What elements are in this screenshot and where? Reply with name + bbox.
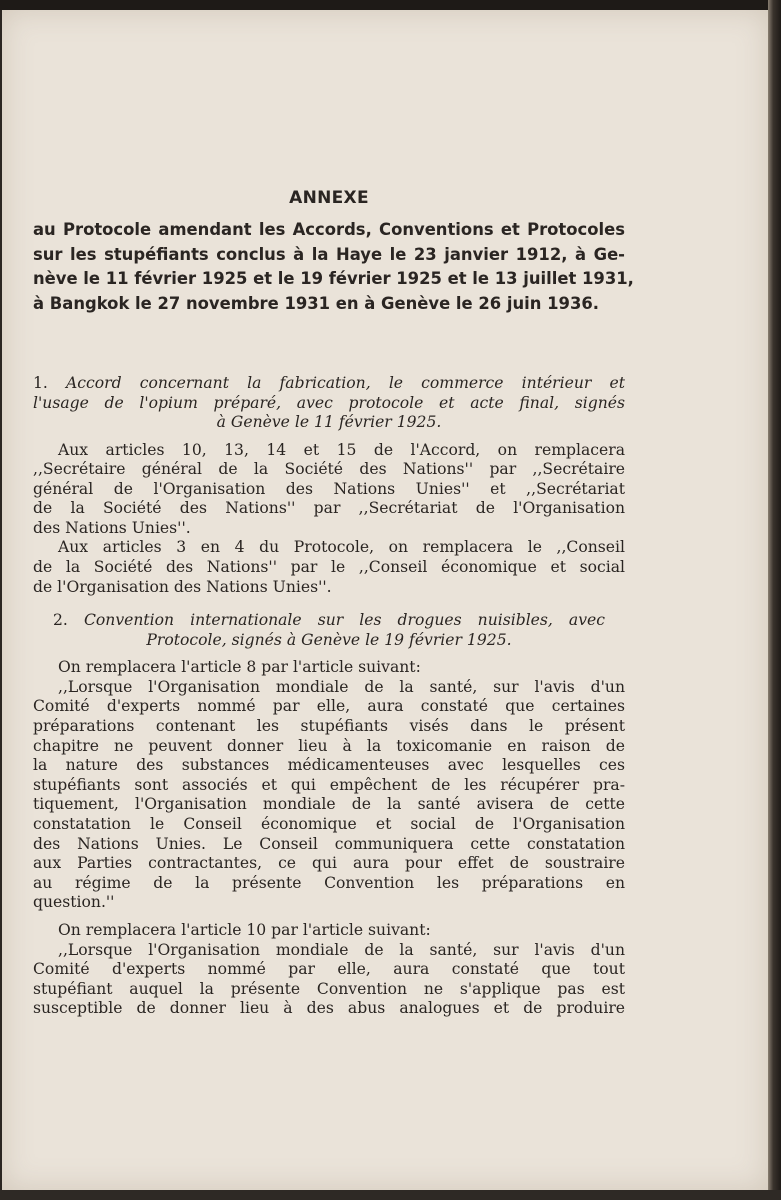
- paragraph-line: chapitre ne peuvent donner lieu à la toxicomanie en raison de: [33, 736, 625, 755]
- section-1-number: 1.: [33, 374, 48, 392]
- paragraph-line: stupéfiant auquel la présente Convention ne s'applique pas est: [33, 979, 625, 998]
- paragraph-line: ,,Lorsque l'Organisation mondiale de la santé, sur l'avis d'un: [58, 940, 625, 959]
- paragraph-line: au régime de la présente Convention les préparations en: [33, 873, 625, 892]
- paragraph-line: stupéfiants sont associés et qui empêchent de les récupérer pra-: [33, 775, 625, 794]
- scan-top-edge: [0, 0, 781, 10]
- paragraph-line: ,,Lorsque l'Organisation mondiale de la santé, sur l'avis d'un: [58, 677, 625, 696]
- section-2-heading: [33, 611, 625, 650]
- paragraph-line: préparations contenant les stupéfiants visés dans le présent: [33, 717, 625, 736]
- section-1: [33, 374, 625, 597]
- section-1-paragraph-1: [33, 441, 625, 539]
- subtitle-line: à Bangkok le 27 novembre 1931 en à Genève le 26 juin 1936.: [33, 293, 599, 313]
- paragraph-line: question.'': [33, 893, 115, 912]
- paragraph-line: de la Société des Nations'' par ,,Secrétariat de l'Organisation: [33, 499, 625, 518]
- heading-text: Accord concernant la fabrication, le commerce intérieur et: [66, 374, 625, 392]
- section-1-paragraph-2: [33, 538, 625, 597]
- section-2-number: 2.: [53, 611, 68, 630]
- paragraph-line: aux Parties contractantes, ce qui aura pour effet de soustraire: [33, 854, 625, 873]
- section-1-heading-line-3: à Genève le 11 février 1925.: [216, 413, 442, 431]
- annex-subtitle: [33, 218, 634, 316]
- section-2-heading-line-1: [53, 611, 605, 631]
- section-2-quote-1: [33, 678, 625, 913]
- paragraph-line: On remplacera l'article 10 par l'article suivant:: [58, 920, 431, 939]
- scan-bottom-edge: [0, 1190, 781, 1200]
- section-1-heading: [33, 374, 625, 433]
- paragraph-line: constatation le Conseil économique et social de l'Organisation: [33, 815, 625, 833]
- paragraph-line: de la Société des Nations'' par le ,,Conseil économique et social: [33, 558, 625, 577]
- section-2: [33, 611, 625, 1019]
- spacer: [33, 913, 625, 921]
- document-content: [33, 188, 634, 1019]
- scan-right-edge: [768, 0, 781, 1200]
- paragraph-line: Aux articles 3 en 4 du Protocole, on remplacera le ,,Conseil: [58, 538, 625, 557]
- paragraph-line: On remplacera l'article 8 par l'article suivant:: [58, 658, 421, 677]
- paragraph-line: Comité d'experts nommé par elle, aura constaté que tout: [33, 960, 625, 979]
- subtitle-line: sur les stupéfiants conclus à la Haye le 23 janvier 1912, à Ge-: [33, 244, 625, 264]
- section-1-heading-line-1: [33, 374, 625, 394]
- paragraph-line: Comité d'experts nommé par elle, aura constaté que certaines: [33, 697, 625, 716]
- subtitle-line: nève le 11 février 1925 et le 19 février 1925 et le 13 juillet 1931,: [33, 269, 634, 288]
- paragraph-line: Aux articles 10, 13, 14 et 15 de l'Accord, on remplacera: [58, 440, 625, 459]
- paragraph-line: susceptible de donner lieu à des abus analogues et de produire: [33, 999, 625, 1018]
- paragraph-line: ,,Secrétaire général de la Société des Nations'' par ,,Secrétaire: [33, 460, 625, 479]
- section-2-quote-2: [33, 941, 625, 1019]
- section-1-heading-line-2: l'usage de l'opium préparé, avec protocole et acte final, signés: [33, 393, 625, 412]
- subtitle-line: au Protocole amendant les Accords, Conventions et Protocoles: [33, 220, 625, 239]
- paragraph-line: général de l'Organisation des Nations Unies'' et ,,Secrétariat: [33, 479, 625, 498]
- paragraph-line: la nature des substances médicamenteuses avec lesquelles ces: [33, 756, 625, 775]
- heading-text: Convention internationale sur les drogues nuisibles, avec: [83, 611, 605, 630]
- section-2-heading-line-2: Protocole, signés à Genève le 19 février 1925.: [146, 630, 512, 649]
- paragraph-line: des Nations Unies. Le Conseil communiquera cette constatation: [33, 834, 625, 853]
- paragraph-line: des Nations Unies''.: [33, 518, 191, 537]
- section-2-intro-1: [33, 658, 625, 678]
- section-2-intro-2: [33, 921, 625, 941]
- paragraph-line: de l'Organisation des Nations Unies''.: [33, 577, 332, 596]
- page-title: ANNEXE: [289, 188, 369, 208]
- paragraph-line: tiquement, l'Organisation mondiale de la santé avisera de cette: [33, 795, 625, 814]
